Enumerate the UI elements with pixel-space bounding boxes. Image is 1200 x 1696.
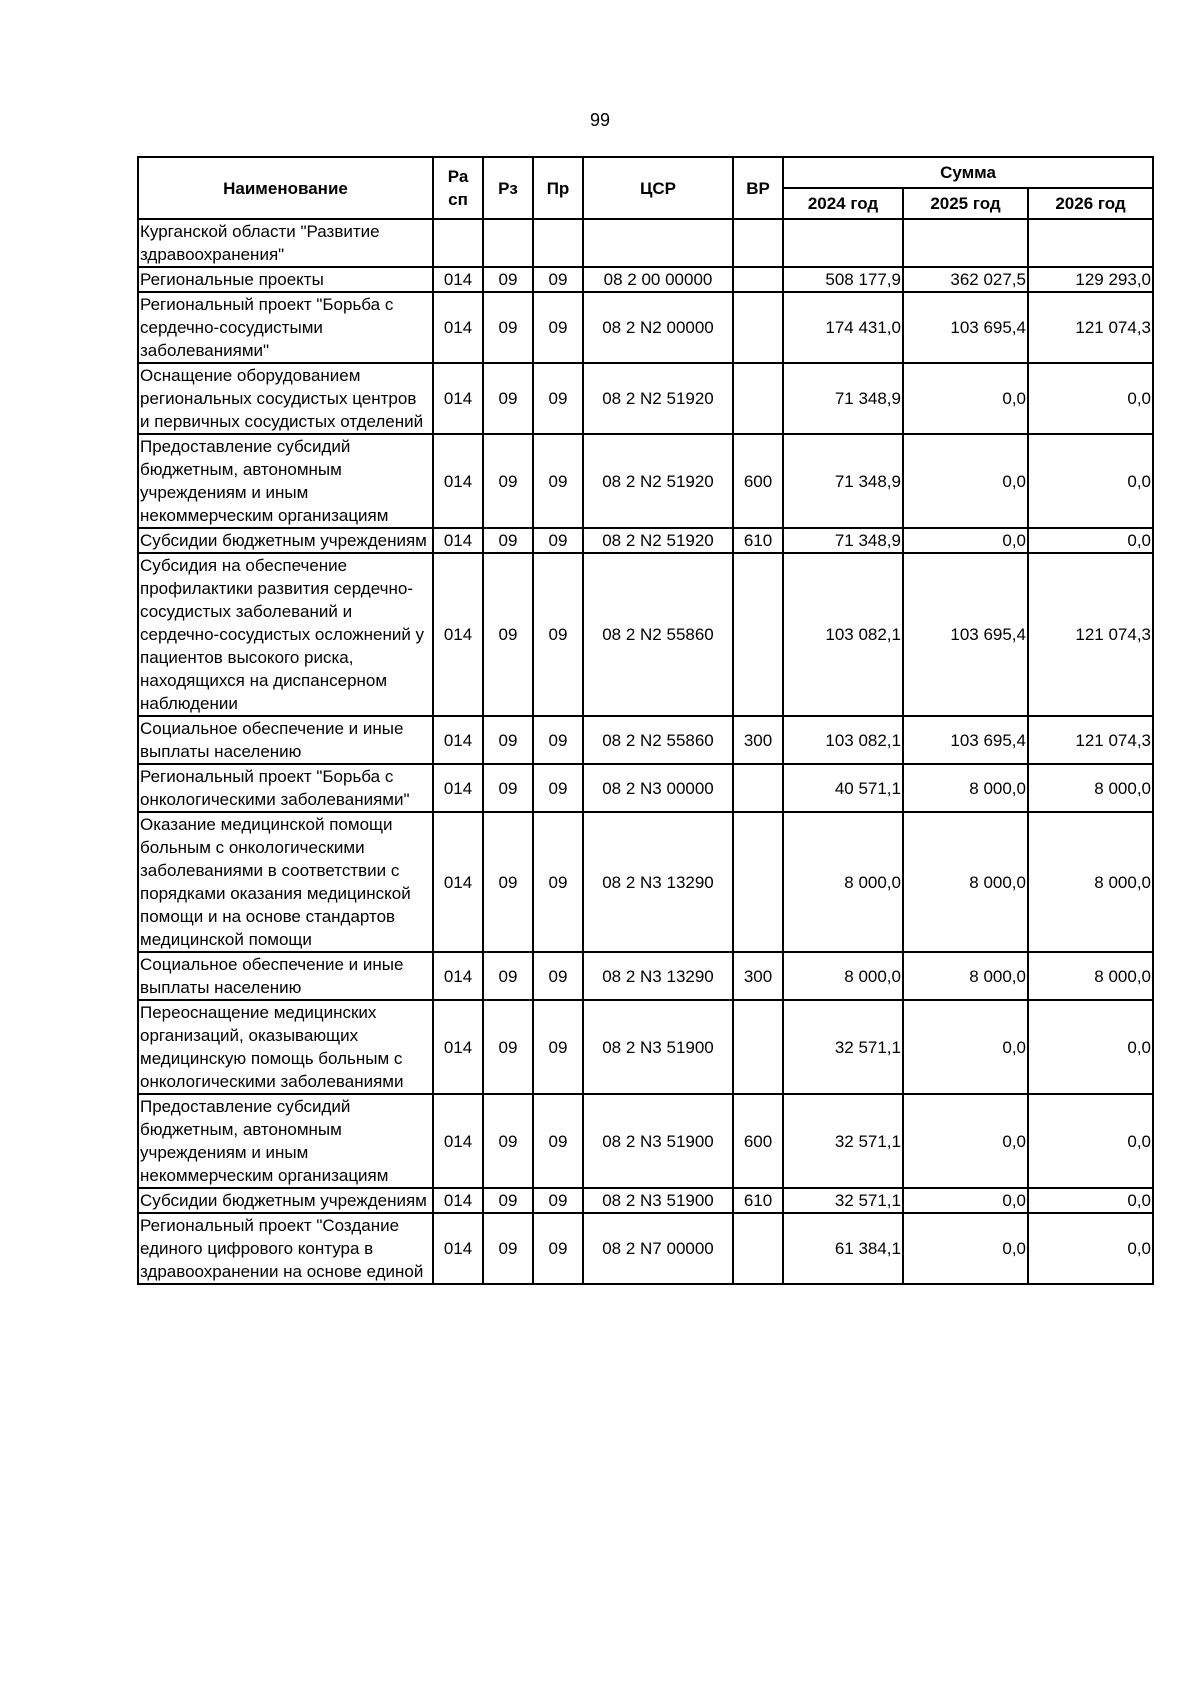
page-number: 99	[589, 110, 611, 130]
cell-2024: 71 348,9	[783, 434, 903, 528]
cell-rasp: 014	[433, 267, 483, 292]
header-2025: 2025 год	[903, 188, 1028, 219]
cell-rasp: 014	[433, 363, 483, 434]
cell-2026: 121 074,3	[1028, 292, 1153, 363]
cell-csr: 08 2 N2 55860	[583, 716, 733, 764]
cell-vr	[733, 1000, 783, 1094]
cell-2026: 0,0	[1028, 1094, 1153, 1188]
cell-name: Оказание медицинской помощи больным с онкологическими заболеваниями в соответствии с порядками оказания медицинской помощи и на основе стандартов медицинской помощи	[138, 812, 433, 952]
cell-csr	[583, 219, 733, 267]
cell-rz: 09	[483, 363, 533, 434]
cell-name: Субсидия на обеспечение профилактики развития сердечно-сосудистых заболеваний и сердечно-сосудистых осложнений у пациентов высокого риска, находящихся на диспансерном наблюдении	[138, 553, 433, 716]
cell-vr: 600	[733, 1094, 783, 1188]
cell-pr: 09	[533, 764, 583, 812]
cell-vr	[733, 764, 783, 812]
header-sum: Сумма	[783, 157, 1153, 188]
cell-2026: 8 000,0	[1028, 952, 1153, 1000]
table-row	[138, 292, 1153, 363]
cell-2024: 71 348,9	[783, 363, 903, 434]
cell-csr: 08 2 N7 00000	[583, 1213, 733, 1284]
cell-2025: 0,0	[903, 434, 1028, 528]
cell-rz: 09	[483, 1188, 533, 1213]
cell-2026: 129 293,0	[1028, 267, 1153, 292]
cell-rasp: 014	[433, 292, 483, 363]
cell-rasp: 014	[433, 434, 483, 528]
cell-pr: 09	[533, 1094, 583, 1188]
table-row	[138, 434, 1153, 528]
cell-rz: 09	[483, 292, 533, 363]
cell-2024: 71 348,9	[783, 528, 903, 553]
cell-rz: 09	[483, 1094, 533, 1188]
table-row	[138, 553, 1153, 716]
cell-pr	[533, 219, 583, 267]
table-row	[138, 1188, 1153, 1213]
cell-rz: 09	[483, 764, 533, 812]
cell-vr: 300	[733, 952, 783, 1000]
cell-rz: 09	[483, 267, 533, 292]
table-row	[138, 528, 1153, 553]
cell-2024: 32 571,1	[783, 1188, 903, 1213]
header-name: Наименование	[138, 157, 433, 219]
header-vr: ВР	[733, 157, 783, 219]
cell-rz: 09	[483, 952, 533, 1000]
cell-2024: 61 384,1	[783, 1213, 903, 1284]
cell-csr: 08 2 N3 13290	[583, 812, 733, 952]
cell-2026: 0,0	[1028, 363, 1153, 434]
cell-2026: 0,0	[1028, 1213, 1153, 1284]
cell-2024: 32 571,1	[783, 1000, 903, 1094]
cell-pr: 09	[533, 1000, 583, 1094]
cell-name: Оснащение оборудованием региональных сосудистых центров и первичных сосудистых отделений	[138, 363, 433, 434]
cell-vr	[733, 1213, 783, 1284]
cell-2026: 121 074,3	[1028, 553, 1153, 716]
cell-2026: 8 000,0	[1028, 812, 1153, 952]
table-row	[138, 716, 1153, 764]
cell-csr: 08 2 N3 51900	[583, 1000, 733, 1094]
cell-2025: 8 000,0	[903, 764, 1028, 812]
cell-2025: 0,0	[903, 1000, 1028, 1094]
cell-vr	[733, 812, 783, 952]
table-row	[138, 219, 1153, 267]
cell-2026: 121 074,3	[1028, 716, 1153, 764]
cell-csr: 08 2 N3 51900	[583, 1188, 733, 1213]
cell-name: Предоставление субсидий бюджетным, автономным учреждениям и иным некоммерческим организациям	[138, 1094, 433, 1188]
cell-pr: 09	[533, 1188, 583, 1213]
table-row	[138, 1000, 1153, 1094]
cell-pr: 09	[533, 716, 583, 764]
cell-rz: 09	[483, 528, 533, 553]
cell-rasp: 014	[433, 528, 483, 553]
cell-rasp: 014	[433, 716, 483, 764]
table-row	[138, 764, 1153, 812]
cell-rz: 09	[483, 1213, 533, 1284]
cell-2025: 103 695,4	[903, 292, 1028, 363]
cell-rz: 09	[483, 1000, 533, 1094]
cell-2026: 0,0	[1028, 1188, 1153, 1213]
cell-2026: 0,0	[1028, 1000, 1153, 1094]
header-2024: 2024 год	[783, 188, 903, 219]
cell-name: Переоснащение медицинских организаций, оказывающих медицинскую помощь больным с онкологическими заболеваниями	[138, 1000, 433, 1094]
cell-pr: 09	[533, 267, 583, 292]
cell-2024: 8 000,0	[783, 812, 903, 952]
budget-table	[137, 156, 1154, 1285]
cell-2025: 0,0	[903, 1094, 1028, 1188]
cell-2026: 0,0	[1028, 528, 1153, 553]
table-row	[138, 952, 1153, 1000]
cell-pr: 09	[533, 553, 583, 716]
cell-rasp: 014	[433, 1188, 483, 1213]
cell-csr: 08 2 00 00000	[583, 267, 733, 292]
cell-2024: 174 431,0	[783, 292, 903, 363]
table-row	[138, 1094, 1153, 1188]
cell-2025: 0,0	[903, 363, 1028, 434]
cell-2025: 8 000,0	[903, 952, 1028, 1000]
header-row	[138, 157, 1153, 188]
cell-rasp: 014	[433, 1094, 483, 1188]
cell-name: Социальное обеспечение и иные выплаты населению	[138, 952, 433, 1000]
table-row	[138, 267, 1153, 292]
cell-csr: 08 2 N3 00000	[583, 764, 733, 812]
cell-name: Региональный проект "Создание единого цифрового контура в здравоохранении на основе единой	[138, 1213, 433, 1284]
cell-name: Региональный проект "Борьба с сердечно-сосудистыми заболеваниями"	[138, 292, 433, 363]
cell-rasp: 014	[433, 553, 483, 716]
cell-vr	[733, 553, 783, 716]
cell-pr: 09	[533, 812, 583, 952]
cell-rasp	[433, 219, 483, 267]
cell-pr: 09	[533, 434, 583, 528]
cell-csr: 08 2 N2 51920	[583, 434, 733, 528]
header-pr: Пр	[533, 157, 583, 219]
cell-pr: 09	[533, 1213, 583, 1284]
cell-csr: 08 2 N2 55860	[583, 553, 733, 716]
cell-vr	[733, 292, 783, 363]
cell-name: Региональный проект "Борьба с онкологическими заболеваниями"	[138, 764, 433, 812]
cell-rasp: 014	[433, 952, 483, 1000]
cell-vr	[733, 267, 783, 292]
table-body	[138, 219, 1153, 1284]
cell-rasp: 014	[433, 1000, 483, 1094]
cell-2025	[903, 219, 1028, 267]
table-row	[138, 812, 1153, 952]
cell-vr: 610	[733, 528, 783, 553]
cell-name: Курганской области "Развитие здравоохранения"	[138, 219, 433, 267]
cell-2026	[1028, 219, 1153, 267]
cell-csr: 08 2 N2 51920	[583, 528, 733, 553]
cell-vr: 610	[733, 1188, 783, 1213]
cell-csr: 08 2 N2 00000	[583, 292, 733, 363]
table-row	[138, 363, 1153, 434]
cell-2024: 40 571,1	[783, 764, 903, 812]
cell-2024: 508 177,9	[783, 267, 903, 292]
cell-2025: 362 027,5	[903, 267, 1028, 292]
cell-pr: 09	[533, 292, 583, 363]
cell-2024: 32 571,1	[783, 1094, 903, 1188]
cell-vr: 300	[733, 716, 783, 764]
cell-name: Региональные проекты	[138, 267, 433, 292]
cell-2026: 8 000,0	[1028, 764, 1153, 812]
cell-2024	[783, 219, 903, 267]
cell-2025: 103 695,4	[903, 553, 1028, 716]
cell-rz	[483, 219, 533, 267]
cell-2025: 103 695,4	[903, 716, 1028, 764]
cell-2024: 103 082,1	[783, 553, 903, 716]
cell-rasp: 014	[433, 764, 483, 812]
cell-csr: 08 2 N3 13290	[583, 952, 733, 1000]
cell-name: Социальное обеспечение и иные выплаты населению	[138, 716, 433, 764]
cell-2025: 0,0	[903, 1188, 1028, 1213]
cell-rz: 09	[483, 553, 533, 716]
cell-csr: 08 2 N3 51900	[583, 1094, 733, 1188]
cell-2025: 0,0	[903, 1213, 1028, 1284]
cell-name: Субсидии бюджетным учреждениям	[138, 528, 433, 553]
cell-rz: 09	[483, 434, 533, 528]
cell-vr: 600	[733, 434, 783, 528]
cell-2025: 0,0	[903, 528, 1028, 553]
cell-2025: 8 000,0	[903, 812, 1028, 952]
cell-csr: 08 2 N2 51920	[583, 363, 733, 434]
header-2026: 2026 год	[1028, 188, 1153, 219]
cell-rz: 09	[483, 812, 533, 952]
cell-vr	[733, 363, 783, 434]
cell-2026: 0,0	[1028, 434, 1153, 528]
cell-name: Предоставление субсидий бюджетным, автономным учреждениям и иным некоммерческим организациям	[138, 434, 433, 528]
cell-vr	[733, 219, 783, 267]
cell-2024: 8 000,0	[783, 952, 903, 1000]
cell-2024: 103 082,1	[783, 716, 903, 764]
header-rasp: Ра сп	[433, 157, 483, 219]
cell-rz: 09	[483, 716, 533, 764]
table-row	[138, 1213, 1153, 1284]
cell-pr: 09	[533, 528, 583, 553]
cell-pr: 09	[533, 952, 583, 1000]
cell-name: Субсидии бюджетным учреждениям	[138, 1188, 433, 1213]
cell-rasp: 014	[433, 1213, 483, 1284]
header-rz: Рз	[483, 157, 533, 219]
header-csr: ЦСР	[583, 157, 733, 219]
cell-rasp: 014	[433, 812, 483, 952]
cell-pr: 09	[533, 363, 583, 434]
